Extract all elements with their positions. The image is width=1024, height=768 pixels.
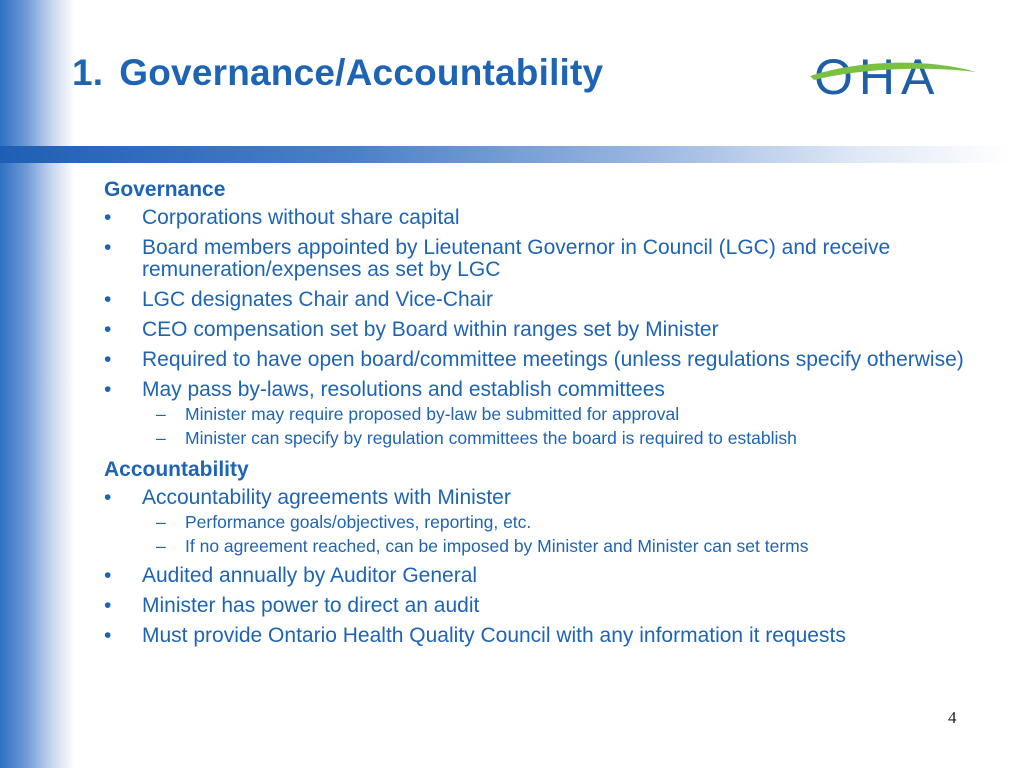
sub-list-item [104,513,1004,532]
dash-symbol: – [156,512,166,532]
bullet-symbol: • [104,288,112,311]
left-gradient-bar [0,0,75,768]
list-item [104,319,1004,341]
list-item [104,595,1004,617]
page-number: 4 [948,708,957,727]
dash-symbol: – [156,404,166,424]
dash-symbol: – [156,536,166,556]
bullet-text: Board members appointed by Lieutenant Governor in Council (LGC) and receive remuneration/expenses as set by LGC [142,236,891,281]
governance-heading: Governance [104,178,226,201]
title-text: Governance/Accountability [119,52,604,93]
sub-bullet-text: Minister may require proposed by-law be submitted for approval [185,404,680,424]
accountability-heading: Accountability [104,458,249,481]
title-number: 1. [72,52,104,93]
oha-logo [808,46,978,104]
bullet-symbol: • [104,236,112,259]
bullet-text: Corporations without share capital [142,206,460,229]
list-item [104,487,1004,509]
bullet-symbol: • [104,564,112,587]
sub-bullet-text: Minister can specify by regulation committees the board is required to establish [185,428,797,448]
list-item [104,625,962,647]
bullet-text: CEO compensation set by Board within ranges set by Minister [142,318,719,341]
bullet-symbol: • [104,318,112,341]
bullet-text: May pass by-laws, resolutions and establish committees [142,378,665,401]
sub-list-item [104,405,1004,424]
list-item [104,565,1004,587]
bullet-text: Audited annually by Auditor General [142,564,478,587]
sub-list-item [104,537,1004,556]
slide-body [104,177,1004,655]
dash-symbol: – [156,428,166,448]
list-item [104,207,1004,229]
sub-list-item [104,429,1004,448]
bullet-text: LGC designates Chair and Vice-Chair [142,288,493,311]
title-divider-bar [0,146,1010,163]
bullet-symbol: • [104,486,112,509]
bullet-symbol: • [104,348,112,371]
list-item [104,289,1004,311]
bullet-symbol: • [104,378,112,401]
bullet-symbol: • [104,624,112,647]
logo-text: OHA [814,49,941,104]
bullet-text: Required to have open board/committee meetings (unless regulations specify otherwise) [142,348,964,371]
slide-title [72,52,603,94]
sub-bullet-text: Performance goals/objectives, reporting, etc. [185,512,532,532]
bullet-text: Accountability agreements with Minister [142,486,511,509]
bullet-text: Must provide Ontario Health Quality Council with any information it requests [142,624,846,647]
sub-bullet-text: If no agreement reached, can be imposed by Minister and Minister can set terms [185,536,809,556]
bullet-symbol: • [104,206,112,229]
list-item [104,379,1004,401]
list-item [104,349,1004,371]
bullet-text: Minister has power to direct an audit [142,594,480,617]
bullet-symbol: • [104,594,112,617]
list-item [104,237,1004,281]
